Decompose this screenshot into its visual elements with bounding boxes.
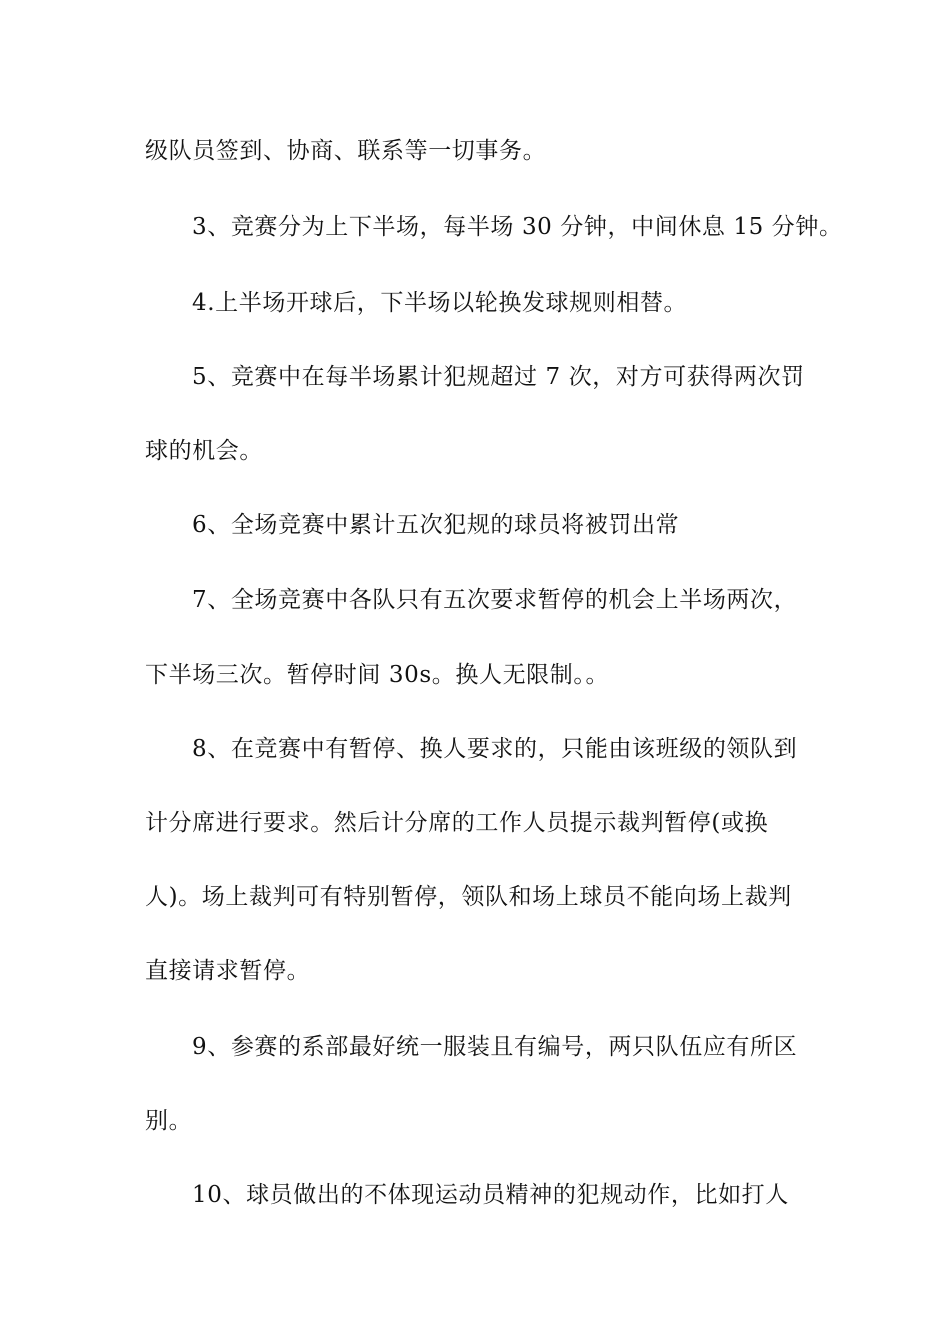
text-line: 10、球员做出的不体现运动员精神的犯规动作，比如打人 (192, 1182, 789, 1208)
text-line: 7、全场竞赛中各队只有五次要求暂停的机会上半场两次， (192, 587, 798, 613)
text-line: 3、竞赛分为上下半场，每半场 30 分钟，中间休息 15 分钟。 (192, 214, 843, 240)
text-line: 4.上半场开球后，下半场以轮换发球规则相替。 (192, 290, 688, 316)
text-line: 球的机会。 (145, 438, 263, 464)
text-line: 8、在竞赛中有暂停、换人要求的，只能由该班级的领队到 (192, 736, 798, 762)
text-line: 直接请求暂停。 (145, 958, 311, 984)
text-line: 计分席进行要求。然后计分席的工作人员提示裁判暂停(或换 (145, 810, 769, 836)
text-line: 6、全场竞赛中累计五次犯规的球员将被罚出常 (192, 512, 680, 538)
text-line: 级队员签到、协商、联系等一切事务。 (145, 138, 547, 164)
text-line: 下半场三次。暂停时间 30s。换人无限制。。 (145, 662, 610, 688)
text-line: 别。 (145, 1108, 193, 1134)
text-line: 5、竞赛中在每半场累计犯规超过 7 次，对方可获得两次罚 (192, 364, 805, 390)
text-line: 9、参赛的系部最好统一服装且有编号，两只队伍应有所区 (192, 1034, 798, 1060)
text-line: 人)。场上裁判可有特别暂停，领队和场上球员不能向场上裁判 (145, 884, 792, 910)
